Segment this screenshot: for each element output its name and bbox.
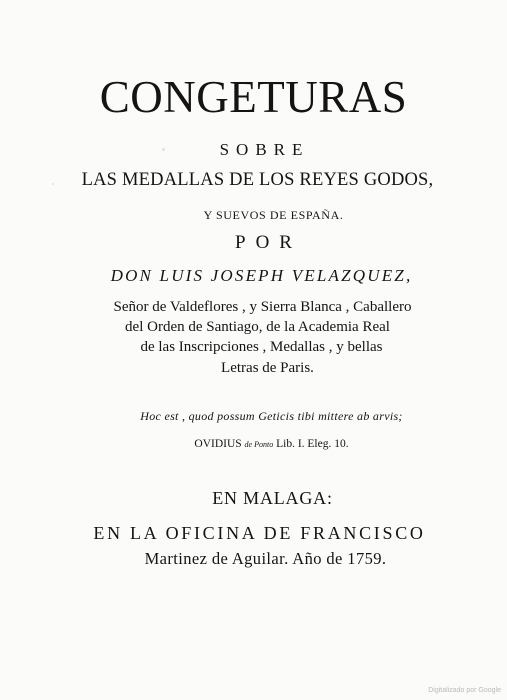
epigraph-quote: Hoc est , quod possum Geticis tibi mittere ab arvis; bbox=[140, 409, 403, 423]
author-name: DON LUIS JOSEPH VELAZQUEZ, bbox=[110, 266, 413, 285]
imprint-printer-line-1: EN LA OFICINA DE FRANCISCO bbox=[93, 523, 426, 543]
author-description-line-1: Señor de Valdeflores , y Sierra Blanca , Caballero bbox=[113, 299, 412, 315]
author-description-line-4: Letras de Paris. bbox=[221, 360, 314, 376]
imprint-printer-line-2: Martinez de Aguilar. Año de 1759. bbox=[144, 549, 387, 568]
ink-spot-mark bbox=[52, 183, 54, 185]
epigraph-source-author: OVIDIUS bbox=[194, 438, 242, 450]
ink-spot-mark bbox=[162, 148, 165, 151]
subject-line-2: Y SUEVOS DE ESPAÑA. bbox=[203, 208, 344, 222]
book-title: CONGETURAS bbox=[99, 72, 408, 122]
author-description-line-3: de las Inscripciones , Medallas , y bellas bbox=[140, 339, 383, 355]
epigraph-source bbox=[0, 438, 507, 450]
epigraph-source-reference: Lib. I. Eleg. 10. bbox=[276, 438, 349, 450]
title-connector-sobre: SOBRE bbox=[219, 140, 310, 159]
imprint-place: EN MALAGA: bbox=[212, 488, 333, 508]
epigraph-source-work: de Ponto bbox=[244, 440, 274, 449]
digitization-watermark: Digitalizado por Google bbox=[428, 687, 501, 694]
author-description-line-2: del Orden de Santiago, de la Academia Real bbox=[125, 319, 390, 335]
author-connector-por: POR bbox=[235, 232, 302, 253]
subject-line: LAS MEDALLAS DE LOS REYES GODOS, bbox=[81, 170, 434, 190]
